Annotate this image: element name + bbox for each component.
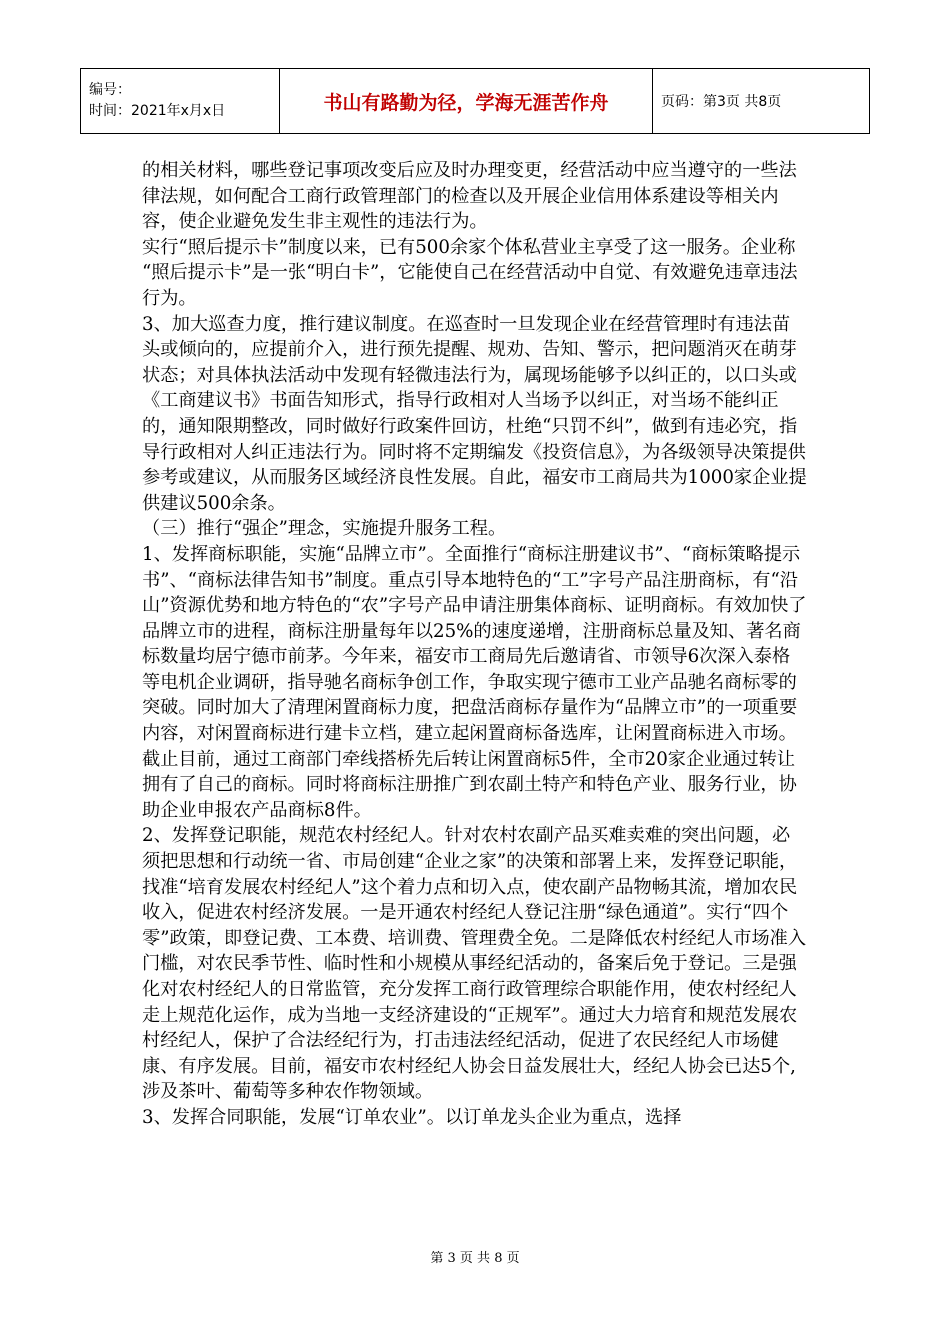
paragraph: 3、加大巡查力度，推行建议制度。在巡查时一旦发现企业在经营管理时有违法苗头或倾向的，应提前介入，进行预先提醒、规劝、告知、警示，把问题消灭在萌芽状态；对具体执法活动中发现有轻微违法行为，属现场能够予以纠正的，以口头或《工商建议书》书面告知形式，指导行政相对人当场予以纠正，对当场不能纠正的，通知限期整改，同时做好行政案件回访，杜绝“只罚不纠”，做到有违必究，指导行政相对人纠正违法行为。同时将不定期编发《投资信息》，为各级领导决策提供参考或建议，从而服务区域经济良性发展。自此，福安市工商局共为1000家企业提供建议500余条。 [142, 313, 807, 514]
header-meta [81, 69, 280, 134]
page-header [80, 68, 870, 134]
document-body [142, 158, 808, 1131]
header-motto: 书山有路勤为径，学海无涯苦作舟 [280, 69, 653, 134]
document-date: 时间：2021年x月x日 [89, 103, 226, 119]
paragraph: 1、发挥商标职能，实施“品牌立市”。全面推行“商标注册建议书”、“商标策略提示书”、“商标法律告知书”制度。重点引导本地特色的“工”字号产品注册商标，有“沿山”资源优势和地方特色的“农”字号产品申请注册集体商标、证明商标。有效加快了品牌立市的进程，商标注册量每年以25%的速度递增，注册商标总量及知、著名商标数量均居宁德市前茅。今年来，福安市工商局先后邀请省、市领导6次深入泰格等电机企业调研，指导驰名商标争创工作，争取实现宁德市工业产品驰名商标零的突破。同时加大了清理闲置商标力度，把盘活商标存量作为“品牌立市”的一项重要内容，对闲置商标进行建卡立档，建立起闲置商标备选库，让闲置商标进入市场。截止目前，通过工商部门牵线搭桥先后转让闲置商标5件，全市20家企业通过转让拥有了自己的商标。同时将商标注册推广到农副土特产和特色产业、服务行业，协助企业申报农产品商标8件。 [142, 543, 807, 821]
section-heading: （三）推行“强企”理念，实施提升服务工程。 [142, 518, 507, 540]
page-footer: 第 3 页 共 8 页 [430, 1251, 520, 1266]
paragraph: 的相关材料，哪些登记事项改变后应及时办理变更，经营活动中应当遵守的一些法律法规，如何配合工商行政管理部门的检查以及开展企业信用体系建设等相关内容，使企业避免发生非主观性的违法行为。 [142, 160, 797, 233]
paragraph: 2、发挥登记职能，规范农村经纪人。针对农村农副产品买难卖难的突出问题，必须把思想和行动统一省、市局创建“企业之家”的决策和部署上来，发挥登记职能，找准“培育发展农村经纪人”这个着力点和切入点，使农副产品物畅其流，增加农民收入，促进农村经济发展。一是开通农村经纪人登记注册“绿色通道”。实行“四个零”政策，即登记费、工本费、培训费、管理费全免。二是降低农村经纪人市场准入门槛，对农民季节性、临时性和小规模从事经纪活动的，备案后免于登记。三是强化对农村经纪人的日常监管，充分发挥工商行政管理综合职能作用，使农村经纪人走上规范化运作，成为当地一支经济建设的“正规军”。通过大力培育和规范发展农村经纪人，保护了合法经纪行为，打击违法经纪活动，促进了农民经纪人市场健康、有序发展。目前，福安市农村经纪人协会日益发展壮大，经纪人协会已达5个,涉及茶叶、葡萄等多种农作物领域。 [142, 825, 807, 1103]
header-page-info: 页码：第3页 共8页 [653, 69, 870, 134]
document-number-label: 编号： [89, 82, 131, 98]
paragraph: 3、发挥合同职能，发展“订单农业”。以订单龙头企业为重点，选择 [142, 1106, 682, 1128]
paragraph: 实行“照后提示卡”制度以来，已有500余家个体私营业主享受了这一服务。企业称 “照后提示卡”是一张“明白卡”，它能使自己在经营活动中自觉、有效避免违章违法行为。 [142, 236, 798, 309]
